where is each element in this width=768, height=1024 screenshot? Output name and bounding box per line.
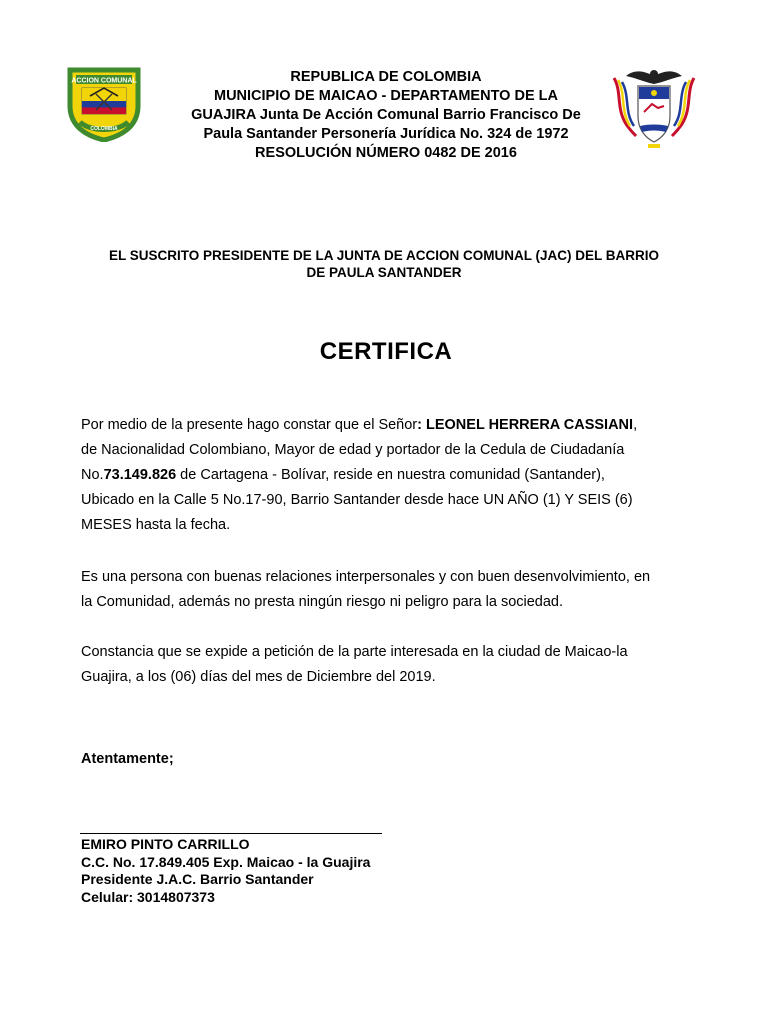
header-line-junta: GUAJIRA Junta De Acción Comunal Barrio Francisco De [191, 107, 581, 123]
signer-phone: Celular: 3014807373 [81, 888, 215, 905]
p3-line-1: Constancia que se expide a petición de la parte interesada en la ciudad de Maicao-la [81, 644, 628, 660]
paragraph-issuance [81, 640, 701, 690]
logo-bottom-text: COLOMBIA [90, 126, 118, 132]
document-header [160, 68, 612, 163]
document-subtitle [70, 247, 698, 281]
signer-name: EMIRO PINTO CARRILLO [81, 836, 250, 852]
document-title: CERTIFICA [319, 338, 453, 365]
p1-line-5: MESES hasta la fecha. [81, 517, 231, 533]
p3-line-2: Guajira, a los (06) días del mes de Diciembre del 2019. [81, 669, 436, 685]
coat-of-arms-logo [606, 64, 702, 154]
signer-role: Presidente J.A.C. Barrio Santander [81, 871, 314, 887]
header-line-resolution: RESOLUCIÓN NÚMERO 0482 DE 2016 [255, 145, 517, 161]
header-line-country: REPUBLICA DE COLOMBIA [290, 69, 482, 85]
p2-line-2: la Comunidad, además no presta ningún riesgo ni peligro para la sociedad. [81, 594, 564, 610]
id-number: 73.149.826 [103, 467, 177, 483]
person-name: : LEONEL HERRERA CASSIANI [417, 417, 634, 433]
paragraph-character [81, 565, 701, 615]
subtitle-line-2: DE PAULA SANTANDER [306, 265, 462, 280]
subtitle-line-1: EL SUSCRITO PRESIDENTE DE LA JUNTA DE ACCION COMUNAL (JAC) DEL BARRIO [108, 248, 660, 263]
header-line-municipality: MUNICIPIO DE MAICAO - DEPARTAMENTO DE LA [214, 88, 558, 104]
paragraph-certification [81, 413, 701, 538]
p2-line-1: Es una persona con buenas relaciones interpersonales y con buen desenvolvimiento, en [81, 569, 651, 585]
closing-salutation: Atentamente; [81, 751, 174, 767]
signer-id: C.C. No. 17.849.405 Exp. Maicao - la Guajira [81, 853, 371, 870]
p1-line-1: Por medio de la presente hago constar que el Señor: LEONEL HERRERA CASSIANI, [81, 417, 638, 433]
accion-comunal-logo [66, 66, 142, 142]
p1-line-2: de Nacionalidad Colombiano, Mayor de edad y portador de la Cedula de Ciudadanía [81, 442, 625, 458]
p1-line-4: Ubicado en la Calle 5 No.17-90, Barrio Santander desde hace UN AÑO (1) Y SEIS (6) [81, 492, 633, 508]
p1-line-3: No.73.149.826 de Cartagena - Bolívar, reside en nuestra comunidad (Santander), [81, 467, 605, 483]
signature-line [80, 833, 382, 834]
logo-top-text: ACCION COMUNAL [71, 77, 137, 85]
signature-block [81, 836, 370, 906]
header-line-legal-entity: Paula Santander Personería Jurídica No. 324 de 1972 [203, 126, 569, 142]
